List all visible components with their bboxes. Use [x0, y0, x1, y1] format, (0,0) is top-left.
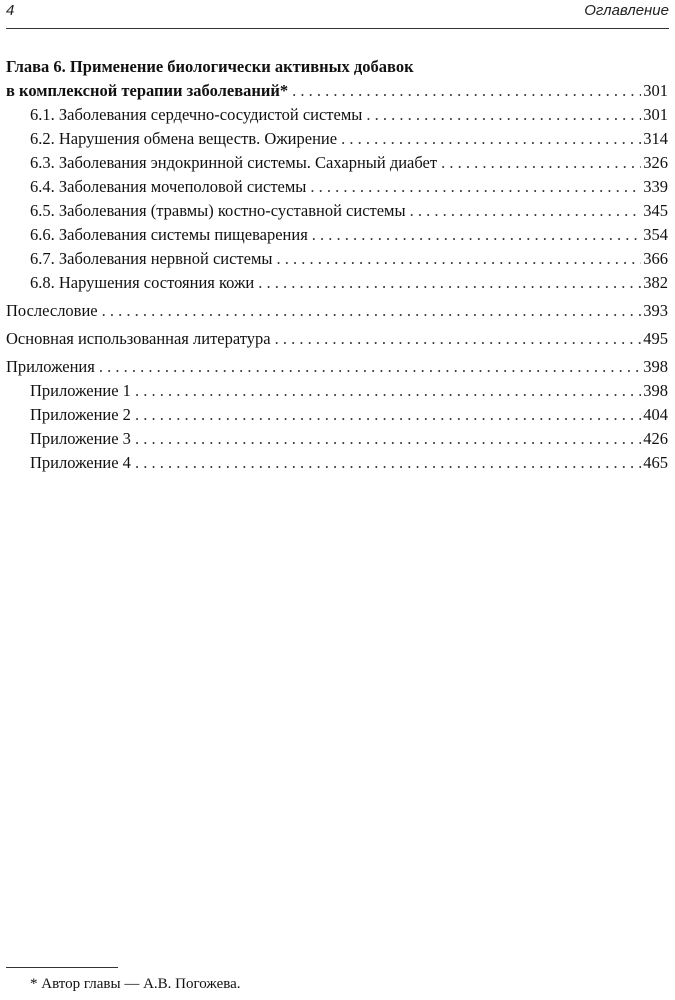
footnote: * Автор главы — А.В. Погожева. — [30, 976, 241, 992]
entry-label: Послесловие — [6, 301, 98, 320]
page-ref: 398 — [643, 357, 668, 376]
entry-label: 6.2. Нарушения обмена веществ. Ожирение — [30, 129, 338, 148]
page-ref: 345 — [643, 201, 668, 220]
entry-label: Основная использованная литература — [6, 329, 271, 348]
dot-leader — [102, 299, 642, 323]
section-title: Оглавление — [584, 2, 669, 19]
toc-entry-6-8[interactable] — [6, 271, 668, 295]
dot-leader — [310, 175, 641, 199]
entry-label: 6.5. Заболевания (травмы) костно-суставной системы — [30, 201, 406, 220]
entry-label: 6.4. Заболевания мочеполовой системы — [30, 177, 307, 196]
page-number: 4 — [6, 2, 15, 19]
dot-leader — [277, 247, 642, 271]
page-ref: 354 — [643, 225, 668, 244]
dot-leader — [135, 427, 641, 451]
toc-entry-appendix-3[interactable] — [6, 427, 668, 451]
dot-leader — [410, 199, 642, 223]
toc-entry-6-1[interactable] — [6, 103, 668, 127]
toc-entry-6-4[interactable] — [6, 175, 668, 199]
footnote-rule — [6, 967, 118, 968]
entry-label: 6.7. Заболевания нервной системы — [30, 249, 273, 268]
entry-label: Приложение 3 — [30, 429, 131, 448]
page-ref: 495 — [643, 329, 668, 348]
toc-entry-appendix-1[interactable] — [6, 379, 668, 403]
entry-label: 6.3. Заболевания эндокринной системы. Сахарный диабет — [30, 153, 438, 172]
chapter-title-line2: в комплексной терапии заболеваний* — [6, 81, 289, 100]
dot-leader — [275, 327, 642, 351]
toc-entry-6-5[interactable] — [6, 199, 668, 223]
chapter-entry[interactable] — [6, 79, 668, 103]
toc-entry-appendix-2[interactable] — [6, 403, 668, 427]
page-ref: 404 — [643, 405, 668, 424]
dot-leader — [341, 127, 641, 151]
toc-entry-appendix-4[interactable] — [6, 451, 668, 475]
table-of-contents — [6, 55, 668, 475]
dot-leader — [135, 379, 641, 403]
page-ref: 301 — [643, 81, 668, 100]
dot-leader — [99, 355, 641, 379]
dot-leader — [441, 151, 641, 175]
toc-entry-6-2[interactable] — [6, 127, 668, 151]
dot-leader — [258, 271, 641, 295]
entry-label: 6.6. Заболевания системы пищеварения — [30, 225, 308, 244]
dot-leader — [135, 403, 641, 427]
toc-entry-literature[interactable] — [6, 327, 668, 351]
page-ref: 314 — [643, 129, 668, 148]
dot-leader — [135, 451, 641, 475]
entry-label: Приложение 1 — [30, 381, 131, 400]
chapter-title-line1: Глава 6. Применение биологически активных добавок — [6, 57, 414, 76]
toc-entry-6-7[interactable] — [6, 247, 668, 271]
dot-leader — [366, 103, 641, 127]
page-ref: 366 — [643, 249, 668, 268]
page-ref: 393 — [643, 301, 668, 320]
page-ref: 382 — [643, 273, 668, 292]
entry-label: 6.8. Нарушения состояния кожи — [30, 273, 255, 292]
toc-entry-appendices[interactable] — [6, 355, 668, 379]
page-ref: 326 — [643, 153, 668, 172]
page-ref: 465 — [643, 453, 668, 472]
dot-leader — [292, 79, 641, 103]
entry-label: Приложение 4 — [30, 453, 131, 472]
page-ref: 426 — [643, 429, 668, 448]
running-header — [6, 2, 669, 24]
page-ref: 398 — [643, 381, 668, 400]
page-ref: 339 — [643, 177, 668, 196]
toc-entry-6-6[interactable] — [6, 223, 668, 247]
header-rule — [6, 28, 669, 29]
toc-entry-6-3[interactable] — [6, 151, 668, 175]
dot-leader — [312, 223, 641, 247]
entry-label: Приложения — [6, 357, 95, 376]
toc-entry-afterword[interactable] — [6, 299, 668, 323]
entry-label: Приложение 2 — [30, 405, 131, 424]
entry-label: 6.1. Заболевания сердечно-сосудистой системы — [30, 105, 363, 124]
page-ref: 301 — [643, 105, 668, 124]
